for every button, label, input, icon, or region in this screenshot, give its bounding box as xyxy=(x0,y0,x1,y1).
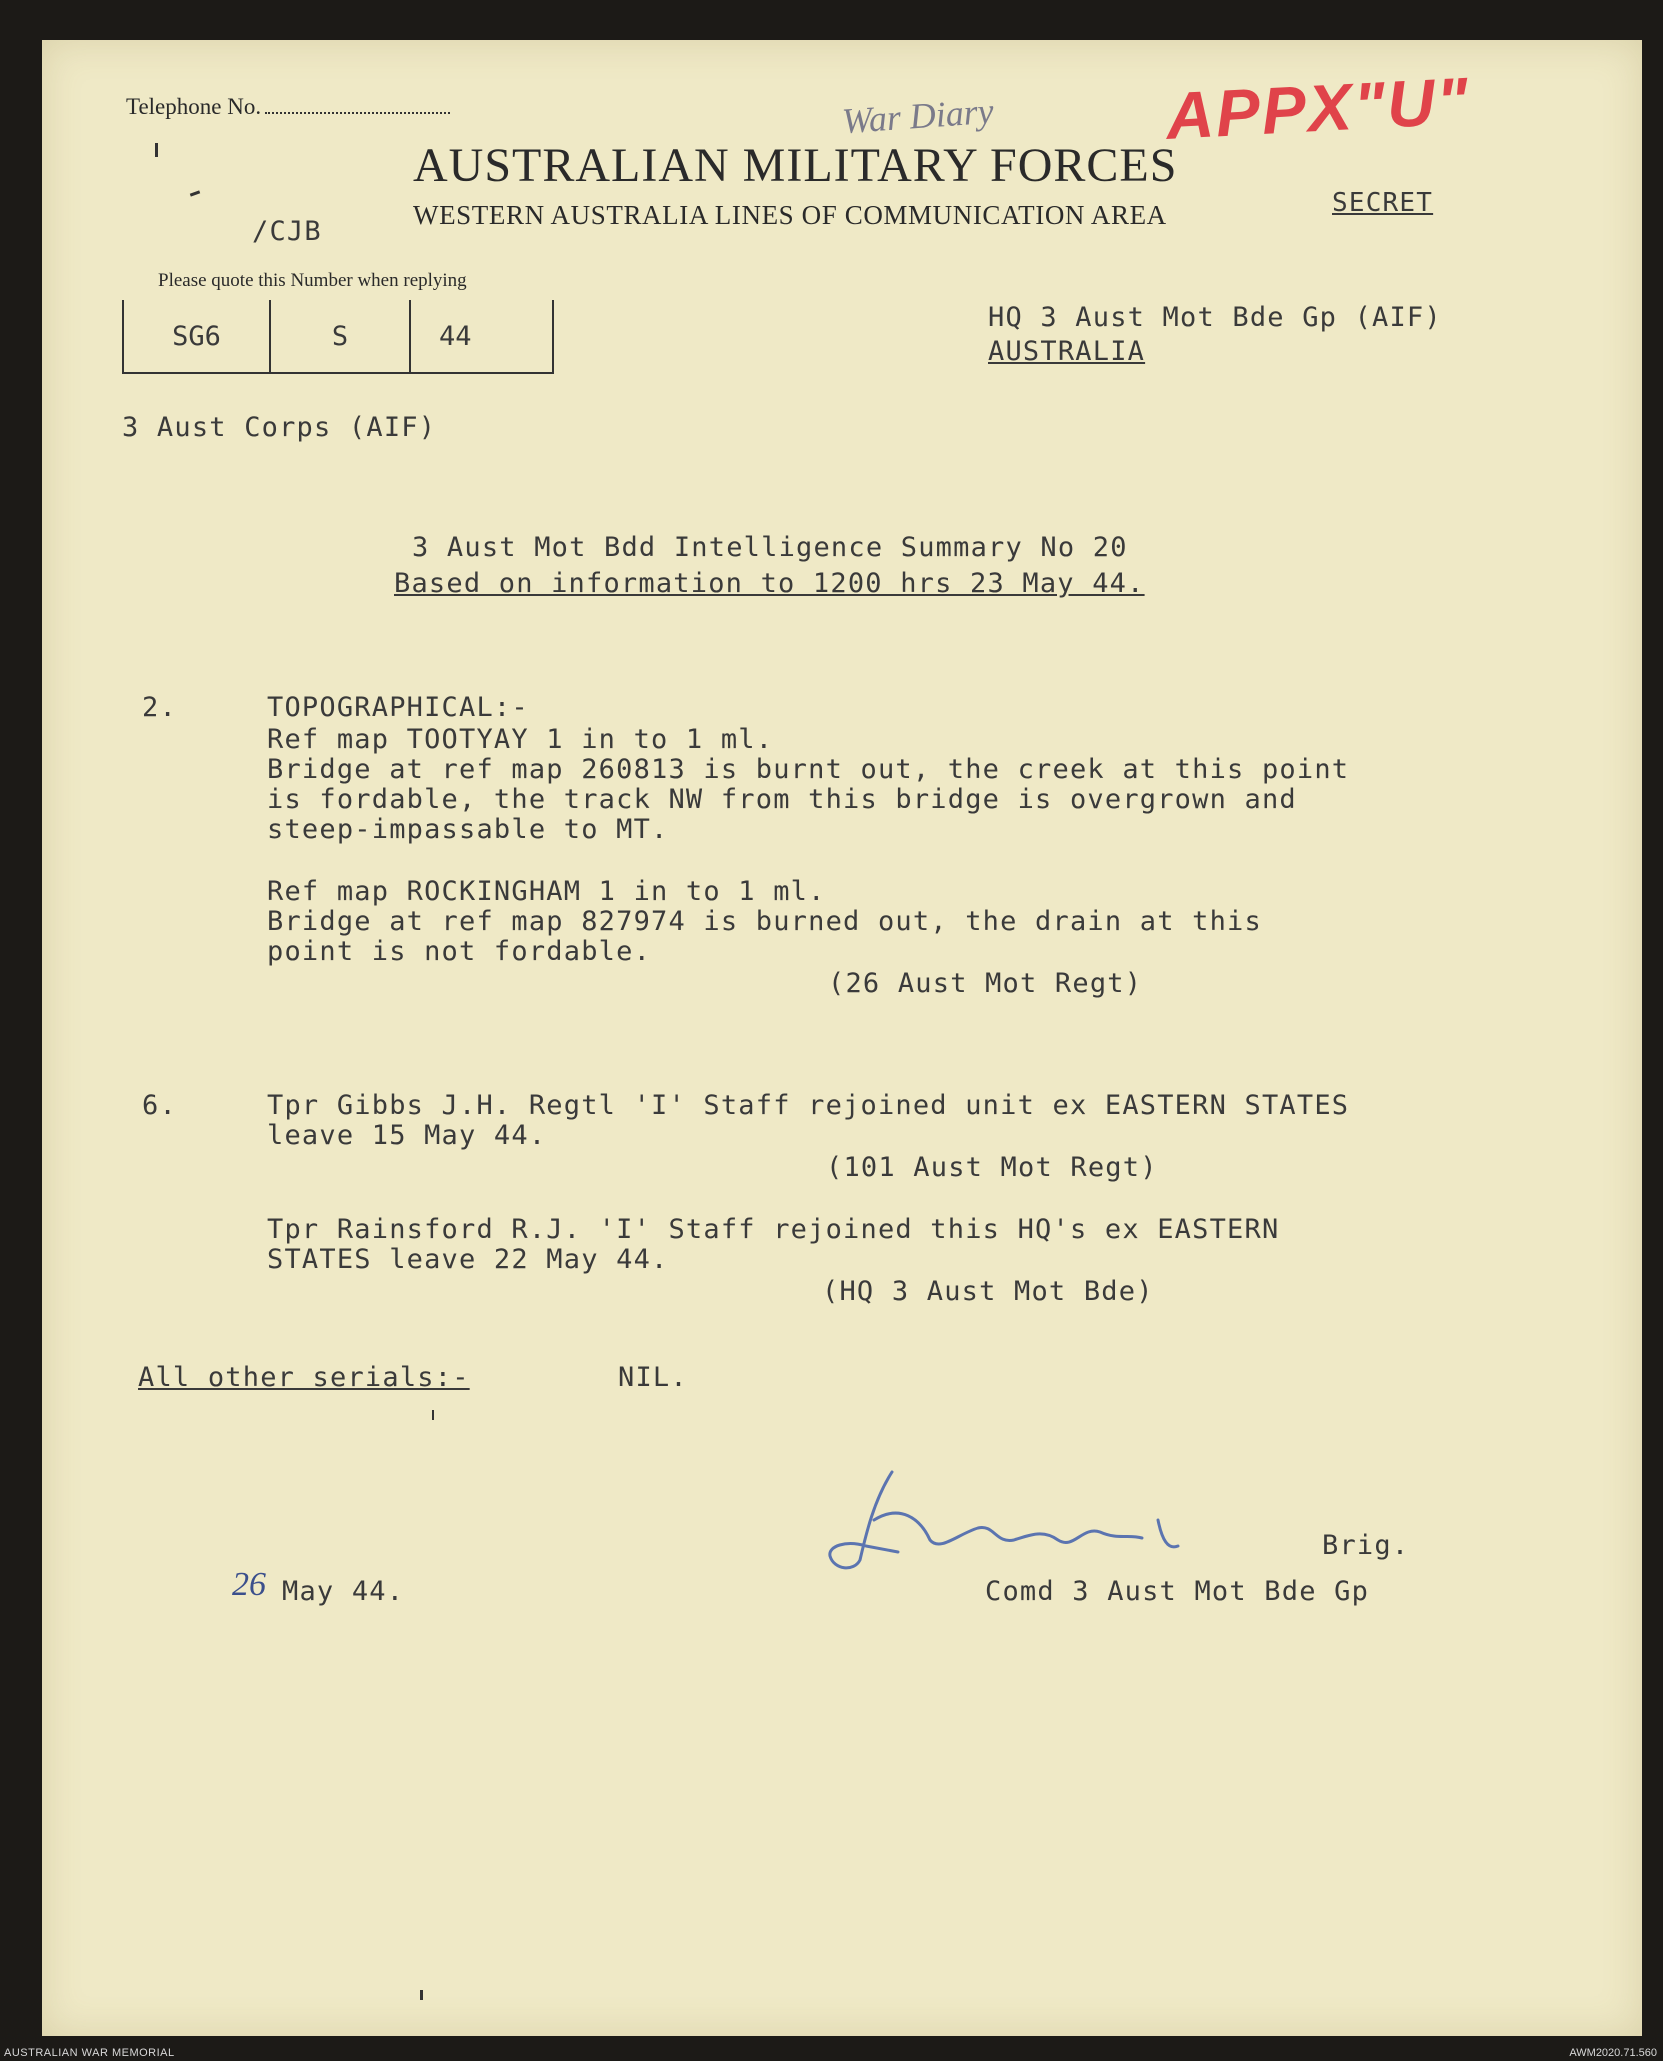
footer-accession: AWM2020.71.560 xyxy=(1569,2047,1657,2059)
ink-mark xyxy=(432,1410,434,1420)
section-number: 2. xyxy=(142,692,177,723)
signatory-title: Comd 3 Aust Mot Bde Gp xyxy=(985,1576,1370,1607)
quote-number-note: Please quote this Number when replying xyxy=(158,270,467,291)
section-line: point is not fordable. xyxy=(267,936,652,967)
telephone-label: Telephone No. xyxy=(126,94,262,119)
file-suffix: /CJB xyxy=(252,216,322,247)
reference-part-1: SG6 xyxy=(124,300,271,372)
war-diary-handwritten: War Diary xyxy=(840,90,995,142)
reference-number-box xyxy=(122,300,554,374)
classification-stamp: SECRET xyxy=(1332,188,1434,218)
appendix-handwritten: APPX"U" xyxy=(1164,63,1472,153)
section-line: Bridge at ref map 827974 is burned out, the drain at this xyxy=(267,906,1262,937)
section-line: is fordable, the track NW from this bridge is overgrown and xyxy=(267,784,1297,815)
ink-mark xyxy=(190,190,200,196)
recipient: 3 Aust Corps (AIF) xyxy=(122,412,437,443)
ink-mark xyxy=(155,143,158,157)
other-serials-label: All other serials:- xyxy=(138,1362,470,1393)
ink-mark xyxy=(420,1990,423,2000)
from-address-line-1: HQ 3 Aust Mot Bde Gp (AIF) xyxy=(988,302,1442,333)
telephone-dotted-line xyxy=(265,94,450,114)
section-line: Ref map TOOTYAY 1 in to 1 ml. xyxy=(267,724,774,755)
section-line: steep-impassable to MT. xyxy=(267,814,669,845)
letterhead-subtitle: WESTERN AUSTRALIA LINES OF COMMUNICATION AREA xyxy=(413,200,1167,230)
telephone-field xyxy=(126,94,450,120)
date-day-handwritten: 26 xyxy=(232,1566,266,1603)
section-line: Tpr Gibbs J.H. Regtl 'I' Staff rejoined unit ex EASTERN STATES xyxy=(267,1090,1350,1121)
summary-basis: Based on information to 1200 hrs 23 May 44. xyxy=(394,568,1145,599)
section-title: TOPOGRAPHICAL:- xyxy=(267,692,529,723)
section-number: 6. xyxy=(142,1090,177,1121)
section-source: (HQ 3 Aust Mot Bde) xyxy=(822,1276,1154,1307)
section-source: (26 Aust Mot Regt) xyxy=(828,968,1143,999)
signatory-rank: Brig. xyxy=(1322,1530,1410,1561)
footer-source: AUSTRALIAN WAR MEMORIAL xyxy=(4,2047,175,2059)
section-line: Bridge at ref map 260813 is burnt out, the creek at this point xyxy=(267,754,1350,785)
reference-part-2: S xyxy=(271,300,411,372)
letterhead-title: AUSTRALIAN MILITARY FORCES xyxy=(413,139,1178,192)
section-line: STATES leave 22 May 44. xyxy=(267,1244,669,1275)
section-source: (101 Aust Mot Regt) xyxy=(826,1152,1158,1183)
section-line: leave 15 May 44. xyxy=(267,1120,547,1151)
section-line: Ref map ROCKINGHAM 1 in to 1 ml. xyxy=(267,876,826,907)
other-serials-value: NIL. xyxy=(618,1362,688,1393)
document-page xyxy=(42,40,1642,2036)
from-address-line-2: AUSTRALIA xyxy=(988,336,1146,367)
date-month-year: May 44. xyxy=(282,1576,405,1607)
section-line: Tpr Rainsford R.J. 'I' Staff rejoined this HQ's ex EASTERN xyxy=(267,1214,1280,1245)
signature-image xyxy=(782,1460,1342,1580)
reference-part-3: 44 xyxy=(439,320,472,352)
summary-heading: 3 Aust Mot Bdd Intelligence Summary No 20 xyxy=(412,532,1128,563)
